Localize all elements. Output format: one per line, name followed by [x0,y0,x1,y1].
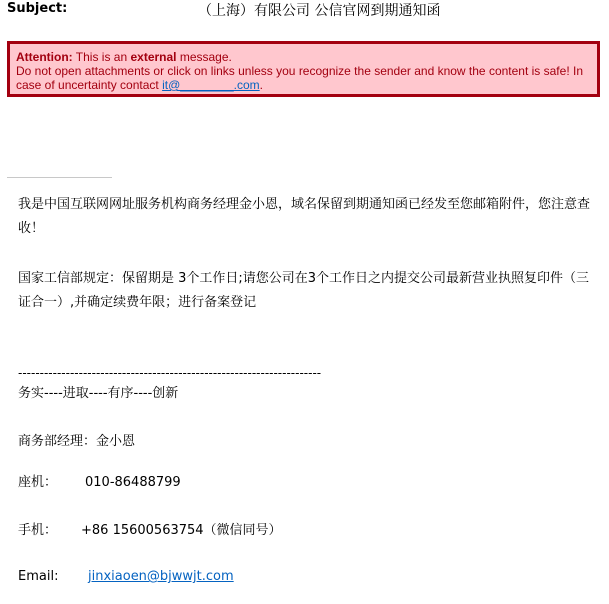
landline-label: 座机： [18,475,58,490]
email-label: Email: [18,569,59,584]
subject-value: （上海）有限公司 公信官网到期通知函 [198,3,441,19]
divider [7,177,112,178]
landline-row [18,471,181,495]
mobile-label: 手机： [18,523,58,538]
banner-warning-text: Do not open attachments or click on links unless you recognize the sender and know the content is safe! In case of uncertainty contact [16,64,583,92]
manager-name: 商务部经理：金小恩 [18,434,136,449]
body-paragraph-1: 我是中国互联网网址服务机构商务经理金小恩，域名保留到期通知函已经发至您邮箱附件，您注意查收！ [18,197,591,236]
banner-text: . [259,78,264,92]
banner-text: This is an [72,50,131,64]
email-row [18,565,234,589]
email-link[interactable]: jinxiaoen@bjwwjt.com [88,569,234,584]
it-contact-link[interactable]: it@________.com [162,78,260,92]
mobile-number: +86 15600563754（微信同号） [81,523,282,538]
attention-label: Attention: [16,50,73,64]
company-motto: 务实----进取----有序----创新 [18,386,179,401]
external-warning-banner [7,41,600,97]
signature-divider: ---------------------------------------------------------------------- [18,366,322,380]
landline-number: 010-86488799 [85,475,181,490]
body-paragraph-2: 国家工信部规定：保留期是 3个工作日;请您公司在3个工作日之内提交公司最新营业执照复印件（三证合一）,并确定续费年限；进行备案登记 [18,271,590,310]
banner-text: message. [176,50,232,64]
subject-label: Subject: [7,1,68,16]
mobile-row [18,519,282,543]
banner-external: external [130,50,177,64]
